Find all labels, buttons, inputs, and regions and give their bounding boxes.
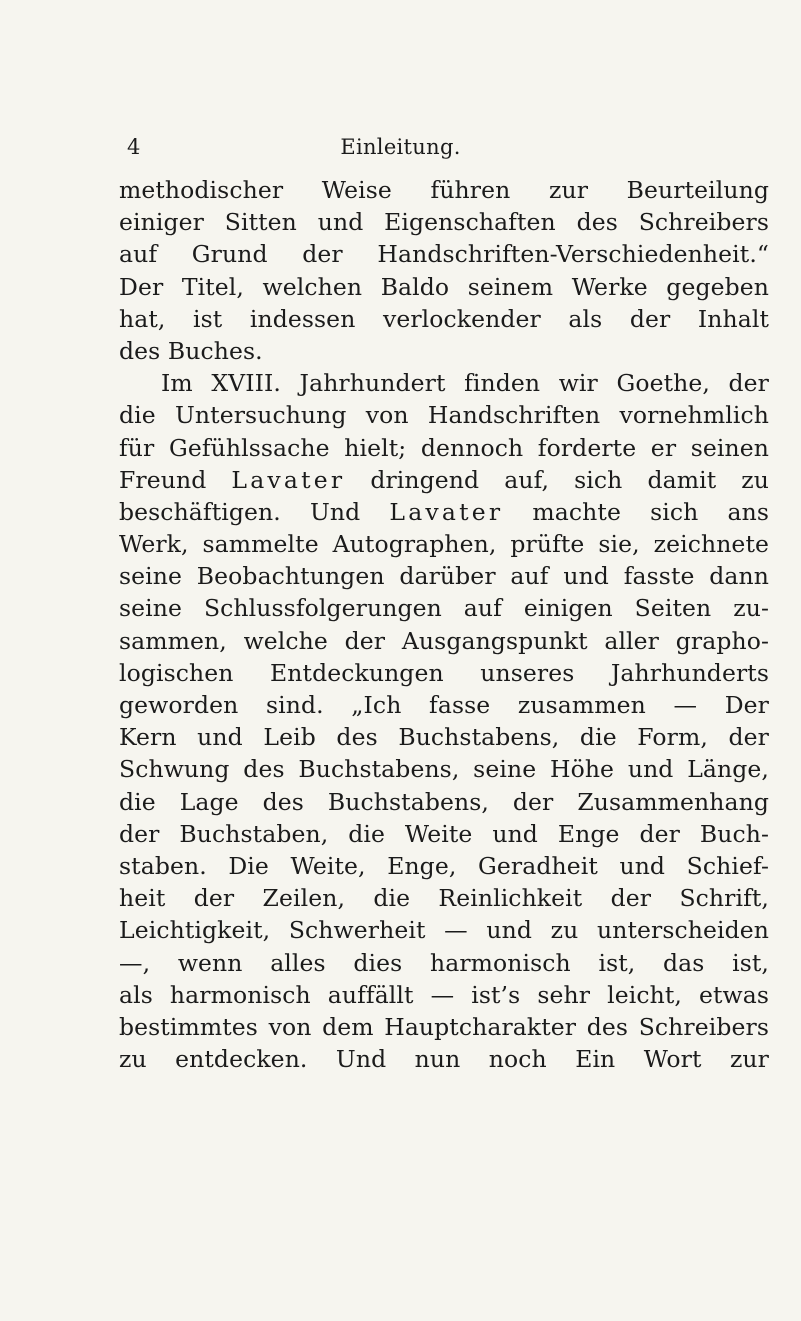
text-line: hat, ist indessen verlockender als der Inhalt: [119, 304, 769, 333]
text-segment: Freund: [119, 465, 232, 494]
page-number: 4: [127, 135, 141, 159]
text-line: heit der Zeilen, die Reinlichkeit der Schrift,: [119, 884, 769, 913]
text-line: [119, 464, 769, 496]
text-line: staben. Die Weite, Enge, Geradheit und Schief-: [119, 851, 769, 880]
text-line: für Gefühlssache hielt; dennoch forderte er seinen: [119, 433, 769, 462]
text-line: seine Beobachtungen darüber auf und fasste dann: [119, 562, 769, 591]
text-line: einiger Sitten und Eigenschaften des Schreibers: [119, 208, 769, 237]
text-line: Kern und Leib des Buchstabens, die Form, der: [119, 723, 769, 752]
name-lavater: Lavater: [231, 465, 346, 494]
text-line: des Buches.: [119, 336, 263, 365]
name-lavater: Lavater: [389, 497, 504, 526]
text-line: Schwung des Buchstabens, seine Höhe und Länge,: [119, 755, 769, 784]
text-segment: dringend auf, sich damit zu: [345, 465, 769, 494]
text-segment: machte sich ans: [503, 497, 769, 526]
body-text: [119, 174, 769, 1075]
text-line: die Lage des Buchstabens, der Zusammenhang: [119, 787, 769, 816]
text-line: auf Grund der Handschriften-Verschiedenheit.“: [119, 240, 769, 269]
text-line: Im XVIII. Jahrhundert finden wir Goethe, der: [161, 369, 769, 398]
text-line: seine Schlussfolgerungen auf einigen Seiten zu-: [119, 594, 769, 623]
text-line: Der Titel, welchen Baldo seinem Werke gegeben: [119, 272, 769, 301]
text-segment: beschäftigen. Und: [119, 497, 390, 526]
text-line: die Untersuchung von Handschriften vornehmlich: [119, 401, 769, 430]
text-line: sammen, welche der Ausgangspunkt aller grapho-: [119, 626, 769, 655]
text-line: logischen Entdeckungen unseres Jahrhunderts: [119, 658, 769, 687]
text-line: geworden sind. „Ich fasse zusammen — Der: [119, 691, 769, 719]
text-line: Werk, sammelte Autographen, prüfte sie, zeichnete: [119, 530, 769, 559]
text-line: Leichtigkeit, Schwerheit — und zu unterscheiden: [119, 916, 769, 945]
page-header: [0, 132, 801, 162]
text-line: der Buchstaben, die Weite und Enge der Buch-: [119, 819, 769, 848]
text-line: bestimmtes von dem Hauptcharakter des Schreibers: [119, 1012, 769, 1041]
text-line: methodischer Weise führen zur Beurteilung: [119, 176, 769, 204]
text-line: [119, 496, 769, 528]
text-line: als harmonisch auffällt — ist’s sehr leicht, etwas: [119, 980, 769, 1009]
running-title: Einleitung.: [340, 135, 461, 159]
text-line: —, wenn alles dies harmonisch ist, das ist,: [119, 948, 769, 977]
text-line: zu entdecken. Und nun noch Ein Wort zur: [119, 1045, 769, 1074]
